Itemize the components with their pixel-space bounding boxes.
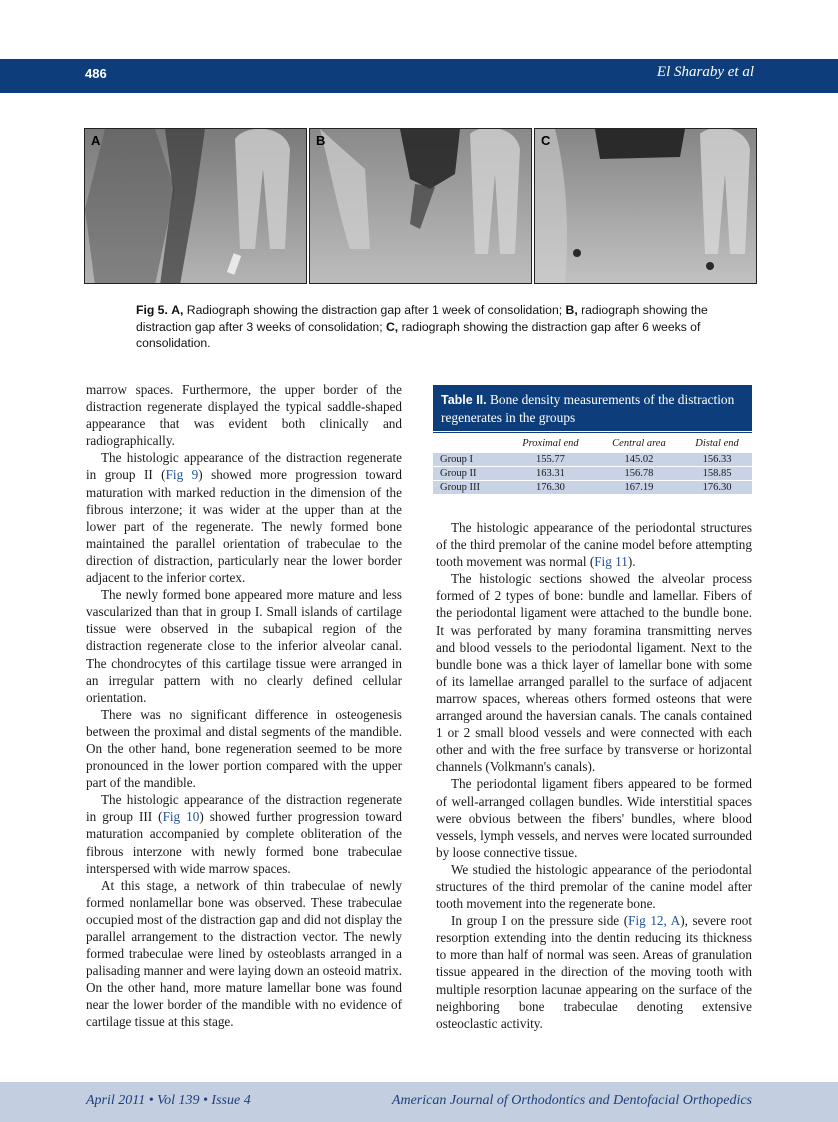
running-author: El Sharaby et al (656, 64, 754, 80)
table-label: Table II. (441, 393, 487, 407)
bone-density-table (433, 433, 752, 495)
left-p2-text-a: The histologic appearance of the distraction regenerate in group II ( (86, 450, 402, 483)
caption-label: Fig 5. (136, 303, 168, 317)
left-paragraph-2 (86, 449, 402, 586)
left-paragraph-1: marrow spaces. Furthermore, the upper border of the distraction regenerate displayed the typical saddle-shaped appearance that was evident both clinically and radiographically. (86, 382, 402, 449)
table-ii (433, 385, 752, 495)
right-p5-text-a: In group I on the pressure side ( (451, 913, 629, 929)
row-label-group-3: Group III (433, 481, 505, 495)
left-column (86, 381, 402, 1031)
running-header (0, 59, 838, 93)
left-paragraph-5 (86, 791, 402, 876)
right-paragraph-5 (436, 912, 752, 1032)
journal-name: American Journal of Orthodontics and Dentofacial Orthopedics (391, 1093, 752, 1108)
table-cell: 176.30 (682, 481, 752, 495)
right-paragraph-3: The periodontal ligament fibers appeared to be formed of well-arranged collagen bundles. Wide interstitial spaces were obvious between the fibers' bundles, where blood vessels, lymph vessels, and nerves were located surrounded by loose connective tissue. (436, 776, 752, 860)
row-label-group-2: Group II (433, 467, 505, 481)
radiograph-b (310, 129, 532, 284)
left-paragraph-4: There was no significant difference in osteogenesis between the proximal and distal segments of the mandible. On the other hand, bone regeneration seemed to be more pronounced in the lower portion compared with the upper part of the mandible. (86, 706, 402, 791)
radiograph-c (535, 129, 757, 284)
left-p2-text-b: ) showed more progression toward maturation with marked reduction in the dimension of the fibrous interzone; it was wider at the upper than at the lower part of the regenerate. The newly formed bone maintained the parallel orientation of trabeculae to the direction of distraction, particularly near the lower border adjacent to the inferior cortex. (86, 467, 403, 586)
table-header-proximal: Proximal end (522, 438, 579, 449)
table-row (433, 467, 752, 481)
table-row (433, 481, 752, 495)
table-cell: 145.02 (596, 453, 682, 467)
table-cell: 158.85 (682, 467, 752, 481)
figure-link-fig10[interactable]: Fig 10 (162, 809, 200, 825)
figure-link-fig9[interactable]: Fig 9 (165, 467, 199, 483)
table-header-distal: Distal end (695, 438, 739, 449)
table-header-empty (433, 433, 505, 453)
caption-b-label: B, (565, 303, 578, 317)
figure-panel-c (534, 128, 757, 284)
table-cell: 156.78 (596, 467, 682, 481)
right-paragraph-1 (436, 519, 752, 570)
caption-c-label: C, (386, 319, 399, 334)
panel-label-b: B (316, 133, 326, 148)
table-cell: 176.30 (505, 481, 596, 495)
right-column (436, 519, 752, 1032)
figure-panel-a (84, 128, 307, 284)
left-paragraph-3: The newly formed bone appeared more mature and less vascularized than that in group I. Small islands of cartilage tissue were observed in the subapical region of the distraction regenerate close to the inferior alveolar canal. The chondrocytes of this cartilage tissue were arranged in an irregular pattern with no clearly defined cellular orientation. (86, 587, 402, 705)
caption-c-text: radiograph showing the distraction gap after 6 weeks of consolidation. (136, 319, 701, 350)
left-p5-text-a: The histologic appearance of the distraction regenerate in group III ( (86, 792, 402, 825)
right-paragraph-4: We studied the histologic appearance of the periodontal structures of the third premolar of the canine model after tooth movement into the regenerate bone. (436, 861, 752, 912)
table-title (433, 385, 752, 431)
right-p5-text-b: ), severe root resorption extending into the dentin reducing its thickness to more than half of normal was seen. Areas of granulation tissue appeared in the direction of the moving tooth with multiple resorption lacunae appearing on the surface of the neighboring bone trabeculae denoting extensive osteoclastic activity. (436, 913, 753, 1031)
caption-a-label: A, (171, 303, 184, 317)
issue-info: April 2011 • Vol 139 • Issue 4 (86, 1093, 251, 1108)
figure-link-fig12a[interactable]: Fig 12, A (628, 913, 681, 929)
left-p5-text-b: ) showed further progression toward maturation accompanied by complete obliteration of the fibrous interzone with newly formed bone trabeculae interspersed with wide marrow spaces. (86, 809, 403, 876)
table-cell: 163.31 (505, 467, 596, 481)
row-label-group-1: Group I (433, 453, 505, 467)
panel-label-c: C (541, 133, 551, 148)
right-p1-text-b: ). (627, 554, 636, 570)
caption-a-text: Radiograph showing the distraction gap after 1 week of consolidation; (183, 303, 566, 317)
table-cell: 155.77 (505, 453, 596, 467)
table-header-central: Central area (612, 438, 666, 449)
figure-caption (136, 302, 716, 352)
figure-link-fig11[interactable]: Fig 11 (594, 554, 628, 570)
right-paragraph-2: The histologic sections showed the alveolar process formed of 2 types of bone: bundle and lamellar. Fibers of the periodontal ligament were attached to the bundle bone. It was perforated by many foramina transmitting nerves and blood vessels to the periodontal ligament. Next to the bundle bone was a thick layer of lamellar bone with some of its lamellae arranged parallel to the surface of adjacent marrow spaces, whereas others formed osteons that were arranged around the haversian canals. The canals contained 1 or 2 small blood vessels and were connected with each other and with the free surface by transverse or horizontal channels (Volkmann's canals). (436, 571, 752, 775)
figure-panel-b (309, 128, 532, 284)
table-row (433, 453, 752, 467)
radiograph-a (85, 129, 307, 284)
left-paragraph-6: At this stage, a network of thin trabeculae of newly formed nonlamellar bone was observed. These trabeculae occupied most of the distraction gap and did not display the parallel arrangement to the distraction vector. The newly formed trabeculae were lined by osteoblasts arranged in a palisading manner and were laying down an osteoid matrix. On the other hand, more mature lamellar bone was found near the lower border of the mandible with no evidence of cartilage tissue at this stage. (86, 877, 402, 1030)
table-cell: 156.33 (682, 453, 752, 467)
table-header-row (433, 433, 752, 453)
panel-label-a: A (91, 133, 101, 148)
table-cell: 167.19 (596, 481, 682, 495)
caption-b-text: radiograph showing the distraction gap after 3 weeks of consolidation; (136, 303, 708, 334)
right-p1-text-a: The histologic appearance of the periodontal structures of the third premolar of the canine model before attempting tooth movement was normal ( (436, 520, 752, 570)
page-number: 486 (85, 66, 107, 81)
running-footer (0, 1082, 838, 1122)
table-caption: Bone density measurements of the distraction regenerates in the groups (441, 392, 735, 425)
